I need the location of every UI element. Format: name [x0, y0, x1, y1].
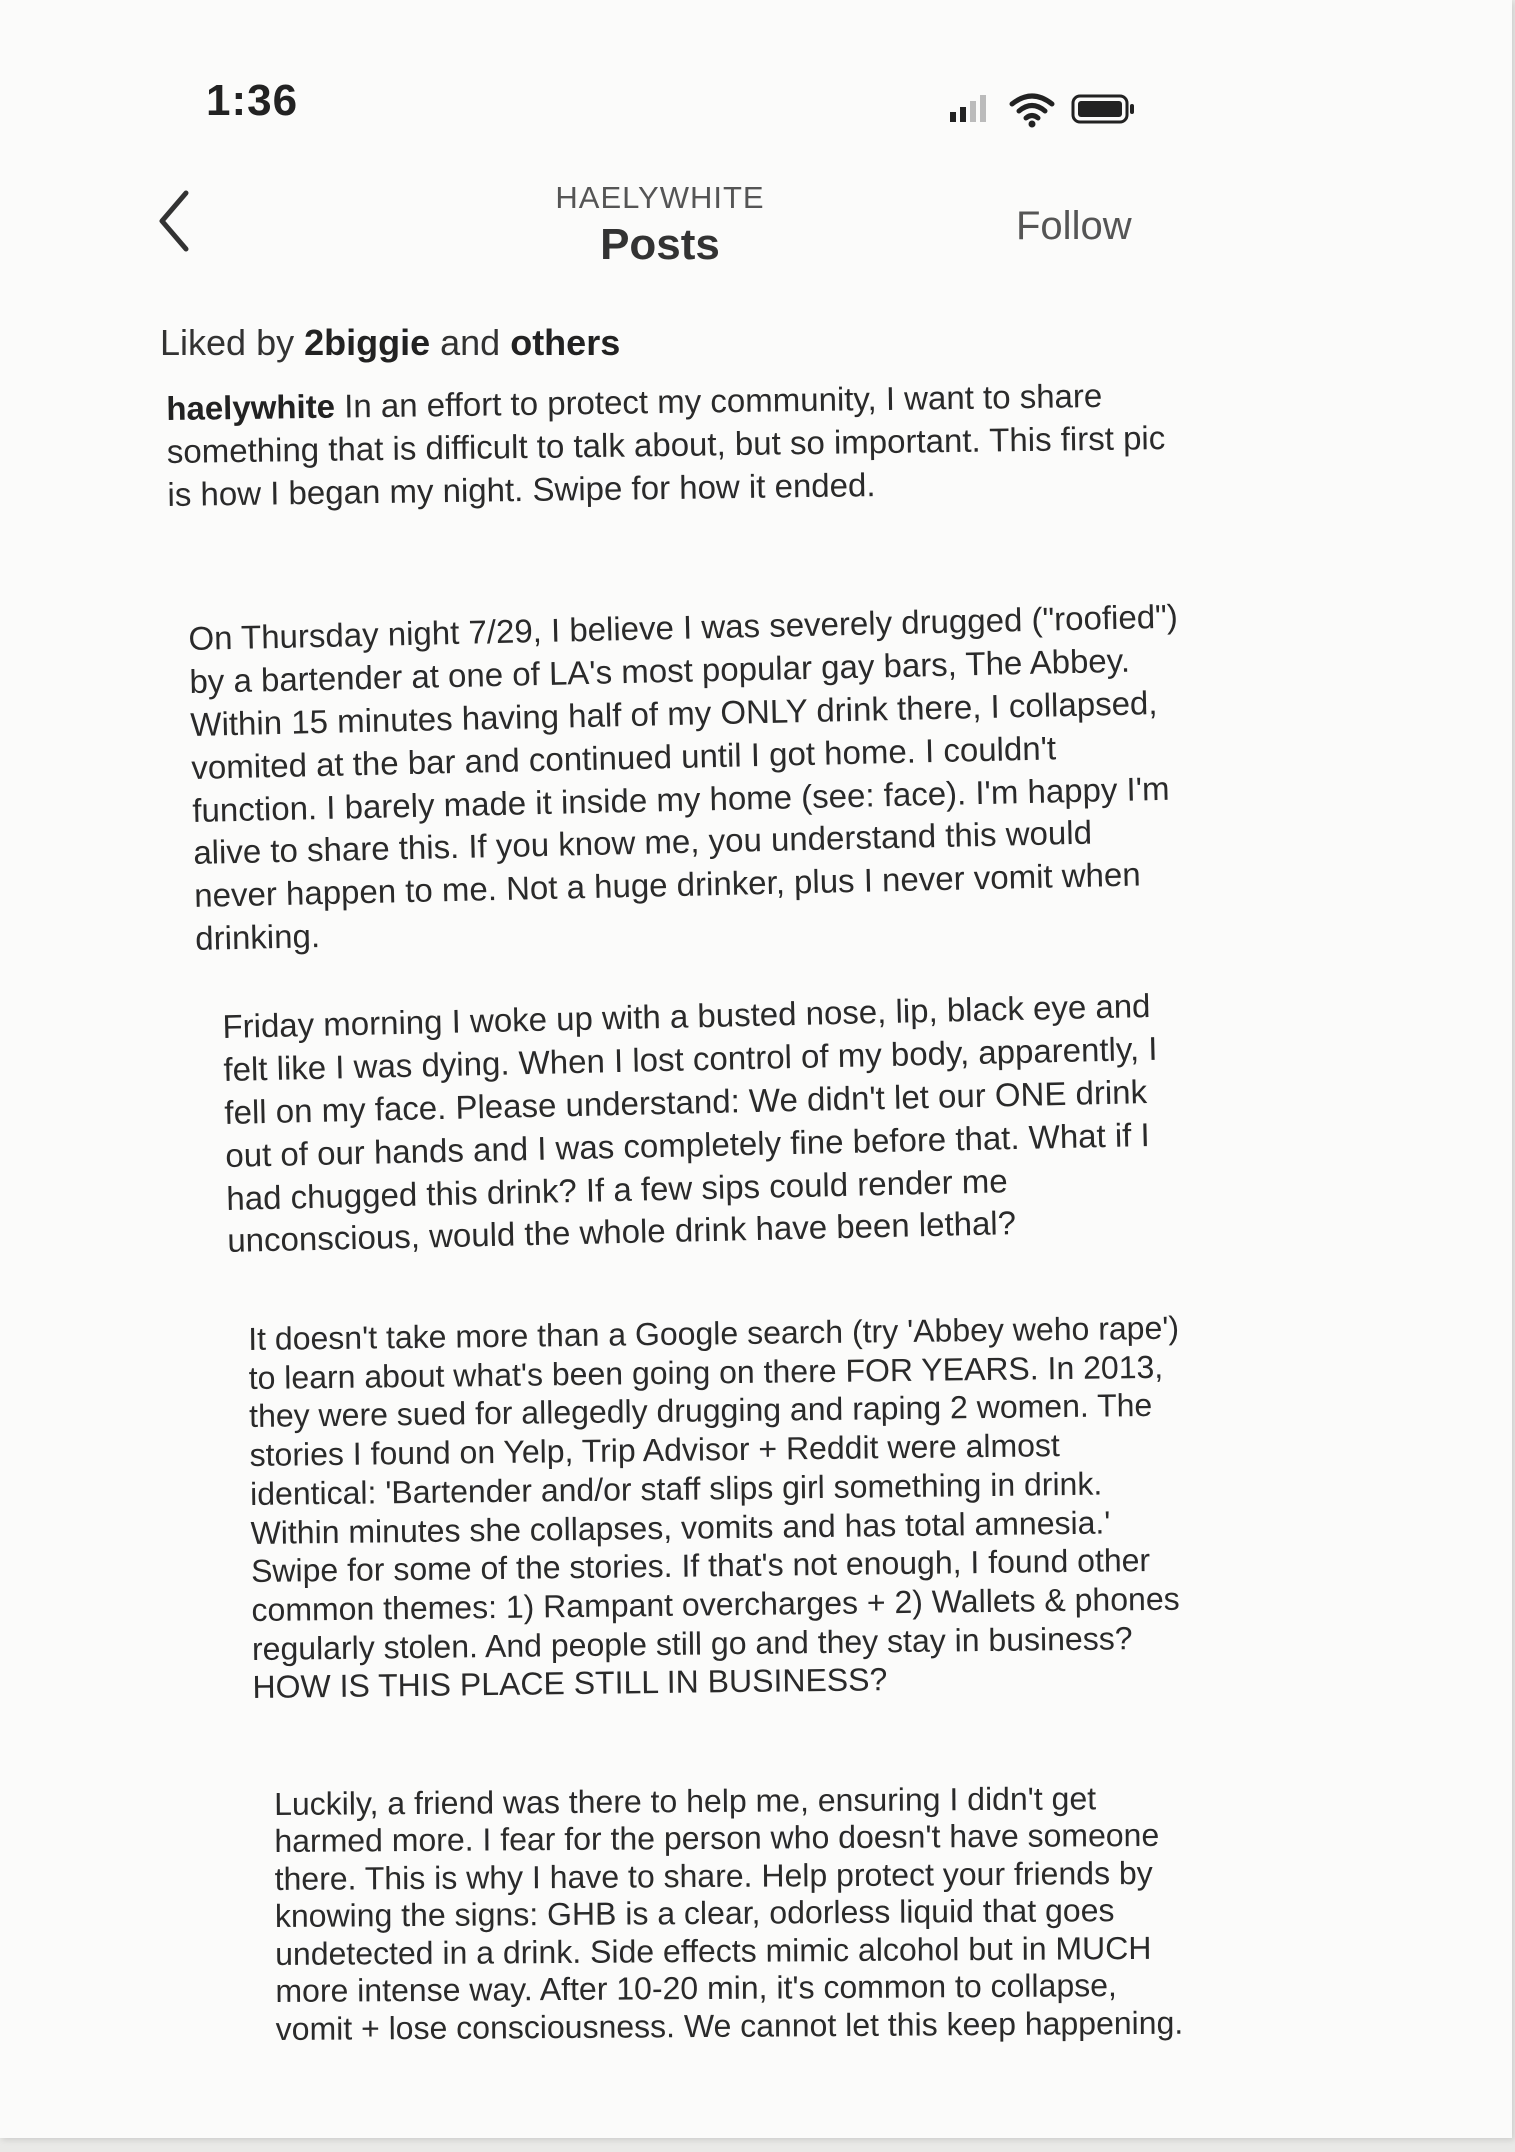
- status-time: 1:36: [206, 76, 299, 125]
- caption-intro: [166, 374, 1168, 517]
- caption-intro-text: In an effort to protect my community, I want to share something that is difficult to talk about, but so important. This first pic is how I began my night. Swipe for how it ended.: [166, 376, 1166, 513]
- liked-by-user-link[interactable]: 2biggie: [304, 322, 431, 363]
- caption-paragraph: Luckily, a friend was there to help me, ensuring I didn't get harmed more. I fear for the person who doesn't have someone there. This is why I have to share. Help protect your friends by knowing the signs: GHB is a clear, odorless liquid that goes undetected in a drink. Side effects mimic alcohol but in MUCH more intense way. After 10-20 min, it's common to collapse, vomit + lose consciousness. We cannot let this keep happening.: [274, 1780, 1184, 2047]
- caption-username-link[interactable]: haelywhite: [166, 387, 336, 427]
- status-icons: [945, 90, 1145, 130]
- profile-username: HAELYWHITE: [555, 180, 765, 215]
- battery-icon: [1070, 90, 1140, 130]
- likes-summary: [160, 322, 620, 364]
- caption-paragraph: It doesn't take more than a Google search (try 'Abbey weho rape') to learn about what's been going on there FOR YEARS. In 2013, they were sued for allegedly drugging and raping 2 women. The stories I found on Yelp, Trip Advisor + Reddit were almost identical: 'Bartender and/or staff slips girl something in drink. Within minutes she collapses, vomits and has total amnesia.' Swipe for some of the stories. If that's not enough, I found other common themes: 1) Rampant overcharges + 2) Wallets & phones regularly stolen. And people still go and they stay in business? HOW IS THIS PLACE STILL IN BUSINESS?: [248, 1309, 1180, 1706]
- liked-by-others-link[interactable]: others: [510, 322, 621, 363]
- caption-paragraph: On Thursday night 7/29, I believe I was severely drugged ("roofied") by a bartender at one of LA's most popular gay bars, The Abbey. Within 15 minutes having half of my ONLY drink there, I collapsed, vomited at the bar and continued until I got home. I couldn't function. I barely made it inside my home (see: face). I'm happy I'm alive to share this. If you know me, you understand this would never happen to me. Not a huge drinker, plus I never vomit when drinking.: [188, 597, 1179, 958]
- likes-prefix: Liked by: [160, 322, 305, 363]
- page-title: Posts: [600, 220, 720, 269]
- caption-paragraph: Friday morning I woke up with a busted nose, lip, black eye and felt like I was dying. When I lost control of my body, apparently, I fell on my face. Please understand: We didn't let our ONE drink out of our hands and I was completely fine before that. What if I had chugged this drink? If a few sips could render me unconscious, would the whole drink have been lethal?: [222, 986, 1158, 1260]
- cellular-signal-icon: [945, 90, 1005, 130]
- likes-middle: and: [430, 322, 511, 363]
- wifi-icon: [1007, 90, 1057, 130]
- follow-button[interactable]: Follow: [1016, 204, 1132, 248]
